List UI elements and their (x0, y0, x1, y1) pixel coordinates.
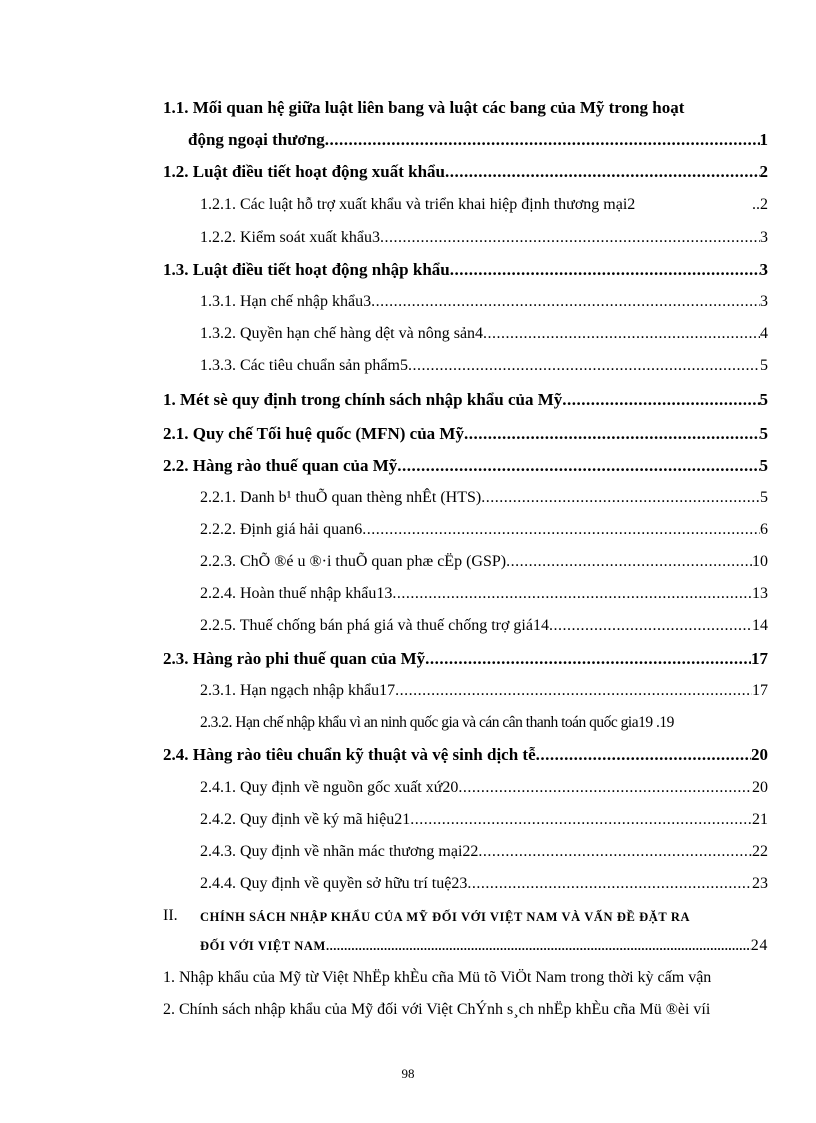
toc-page-number: 5 (760, 489, 768, 506)
toc-entry-2-4-3[interactable] (200, 841, 768, 863)
dot-leader (549, 615, 752, 637)
toc-page-number: 20 (752, 779, 768, 796)
toc-page-number: 23 (752, 875, 768, 892)
dot-leader (483, 323, 760, 345)
toc-entry-text: 2.4. Hàng rào tiêu chuẩn kỹ thuật và vệ sinh dịch tễ (163, 745, 536, 764)
dot-leader (467, 873, 752, 895)
toc-entry-text: 1.2. Luật điều tiết hoạt động xuất khẩu (163, 162, 445, 181)
toc-entry-text: động ngoại thương (188, 130, 325, 149)
toc-page-number: 5 (760, 357, 768, 374)
toc-page-number: 1 (759, 130, 768, 149)
dot-leader (392, 583, 752, 605)
toc-entry-1-3[interactable] (163, 259, 768, 281)
dot-leader (325, 129, 760, 151)
toc-page-number: 2 (759, 162, 768, 181)
toc-entry-2-3-1[interactable] (200, 680, 768, 702)
toc-entry-text: 2.1. Quy chế Tối huệ quốc (MFN) của Mỹ (163, 424, 464, 443)
toc-entry-text: 2.2.3. ChÕ ®é u ®·i thuÕ quan phæ cËp (GSP) (200, 553, 507, 570)
toc-page-number: 13 (752, 585, 768, 602)
toc-entry-2-2[interactable] (163, 455, 768, 477)
toc-page-number: 22 (752, 843, 768, 860)
toc-entry-text: 1. Nhập khẩu của Mỹ từ Việt NhËp khÈu cña Mü tõ ViÖt Nam trong thời kỳ cấm vận (163, 969, 712, 986)
toc-entry-p2[interactable] (163, 999, 816, 1021)
dot-leader (380, 227, 760, 249)
toc-entry-text: 2.4.3. Quy định về nhãn mác thương mại22 (200, 843, 479, 860)
toc-page-number: 10 (752, 553, 768, 570)
dot-leader (450, 259, 760, 281)
toc-entry-text: 1. Mét sè quy định trong chính sách nhập khẩu của Mỹ (163, 390, 563, 409)
toc-page-number: ..2 (752, 196, 768, 213)
toc-entry-text: 1.3.2. Quyền hạn chế hàng dệt và nông sản4 (200, 325, 484, 342)
dot-leader (362, 519, 760, 541)
toc-page-number: 24 (750, 937, 768, 954)
toc-page-number: 6 (760, 521, 768, 538)
dot-leader (371, 291, 760, 313)
toc-entry-text: 1.1. Mối quan hệ giữa luật liên bang và luật các bang của Mỹ trong hoạt (163, 98, 685, 117)
toc-entry-text: CHÍNH SÁCH NHẬP KHẨU CỦA MỸ ĐỐI VỚI VIỆT NAM VÀ VẤN ĐỀ ĐẶT RA (200, 910, 691, 924)
toc-entry-2-2-2[interactable] (200, 519, 768, 541)
toc-entry-1-3-2[interactable] (200, 323, 768, 345)
toc-entry-1-1-cont[interactable] (188, 129, 768, 151)
toc-entry-2-4-1[interactable] (200, 777, 768, 799)
toc-entry-text: 2.2. Hàng rào thuế quan của Mỹ (163, 456, 398, 475)
toc-page-number: 3 (760, 229, 768, 246)
toc-entry-text: 2.4.4. Quy định về quyền sở hữu trí tuệ23 (200, 875, 468, 892)
toc-entry-1-2-2[interactable] (200, 227, 768, 249)
toc-entry-2-2-4[interactable] (200, 583, 768, 605)
toc-entry-text: 1.3.3. Các tiêu chuẩn sản phẩm5 (200, 357, 408, 374)
toc-entry-2-3-2[interactable] (200, 712, 770, 734)
toc-page-number: 5 (759, 390, 768, 409)
dot-leader (410, 809, 752, 831)
toc-entry-1-3-3[interactable] (200, 355, 768, 377)
dot-leader (478, 841, 752, 863)
toc-entry-2-4-2[interactable] (200, 809, 768, 831)
toc-page-number: 5 (759, 424, 768, 443)
toc-entry-II-cont[interactable] (200, 935, 768, 957)
toc-entry-II (200, 906, 800, 928)
toc-entry-text: 2.3.2. Hạn chế nhập khẩu vì an ninh quốc gia và cán cân thanh toán quốc gia19 .19 (200, 714, 674, 731)
toc-entry-p1[interactable] (163, 967, 816, 989)
dot-leader (445, 161, 760, 183)
toc-entry-1-2-1[interactable] (200, 194, 768, 216)
toc-page-number: 20 (751, 745, 768, 764)
dot-leader (481, 487, 760, 509)
toc-page-number: 21 (752, 811, 768, 828)
toc-page-number: 17 (752, 682, 768, 699)
dot-leader (408, 355, 760, 377)
page-number: 98 (401, 1066, 415, 1081)
toc-entry-text: ĐỐI VỚI VIỆT NAM (200, 939, 326, 953)
toc-entry-text: 2.3.1. Hạn ngạch nhập khẩu17 (200, 682, 396, 699)
toc-page-number: 4 (760, 325, 768, 342)
toc-entry-2-4[interactable] (163, 744, 768, 766)
dot-leader (397, 455, 759, 477)
toc-entry-2-2-5[interactable] (200, 615, 768, 637)
toc-entry-text: 1.2.2. Kiểm soát xuất khẩu3 (200, 229, 380, 246)
dot-leader (464, 423, 760, 445)
toc-entry-text: 2.4.1. Quy định về nguồn gốc xuất xứ20 (200, 779, 459, 796)
toc-entry-text: 2.2.5. Thuế chống bán phá giá và thuế chống trợ giá14 (200, 617, 549, 634)
toc-entry-text: 2.2.1. Danh b¹ thuÕ quan thèng nhÊt (HTS) (200, 489, 482, 506)
toc-entry-2-3[interactable] (163, 648, 768, 670)
dot-leader (536, 744, 751, 766)
toc-entry-text: 1.3.1. Hạn chế nhập khẩu3 (200, 293, 372, 310)
dot-leader (458, 777, 752, 799)
toc-page-number: 3 (759, 260, 768, 279)
dot-leader (562, 389, 759, 411)
toc-entry-text: 1.3. Luật điều tiết hoạt động nhập khẩu (163, 260, 450, 279)
toc-entry-text: 1.2.1. Các luật hỗ trợ xuất khẩu và triển khai hiệp định thương mại2 (200, 196, 636, 213)
dot-leader (395, 680, 752, 702)
toc-entry-text: 2.4.2. Quy định về ký mã hiệu21 (200, 811, 411, 828)
toc-entry-text: 2. Chính sách nhập khẩu của Mỹ đối với Việt ChÝnh s¸ch nhËp khÈu cña Mü ®èi víi (163, 1001, 711, 1018)
toc-entry-1-2[interactable] (163, 161, 768, 183)
toc-entry-text: 2.3. Hàng rào phi thuế quan của Mỹ (163, 649, 426, 668)
toc-entry-text: 2.2.4. Hoàn thuế nhập khẩu13 (200, 585, 393, 602)
toc-entry-2-2-1[interactable] (200, 487, 768, 509)
toc-page-number: 3 (760, 293, 768, 310)
roman-numeral-II: II. (163, 907, 178, 924)
dot-leader (326, 935, 751, 957)
toc-entry-1[interactable] (163, 389, 768, 411)
toc-entry-1-1 (163, 97, 803, 119)
toc-page-number: 5 (759, 456, 768, 475)
toc-entry-2-1[interactable] (163, 423, 768, 445)
toc-entry-text: 2.2.2. Định giá hải quan6 (200, 521, 363, 538)
toc-entry-1-3-1[interactable] (200, 291, 768, 313)
toc-entry-2-2-3[interactable] (200, 551, 768, 573)
dot-leader (425, 648, 751, 670)
dot-leader (506, 551, 752, 573)
toc-entry-2-4-4[interactable] (200, 873, 768, 895)
toc-page-number: 14 (752, 617, 768, 634)
toc-page-number: 17 (751, 649, 768, 668)
